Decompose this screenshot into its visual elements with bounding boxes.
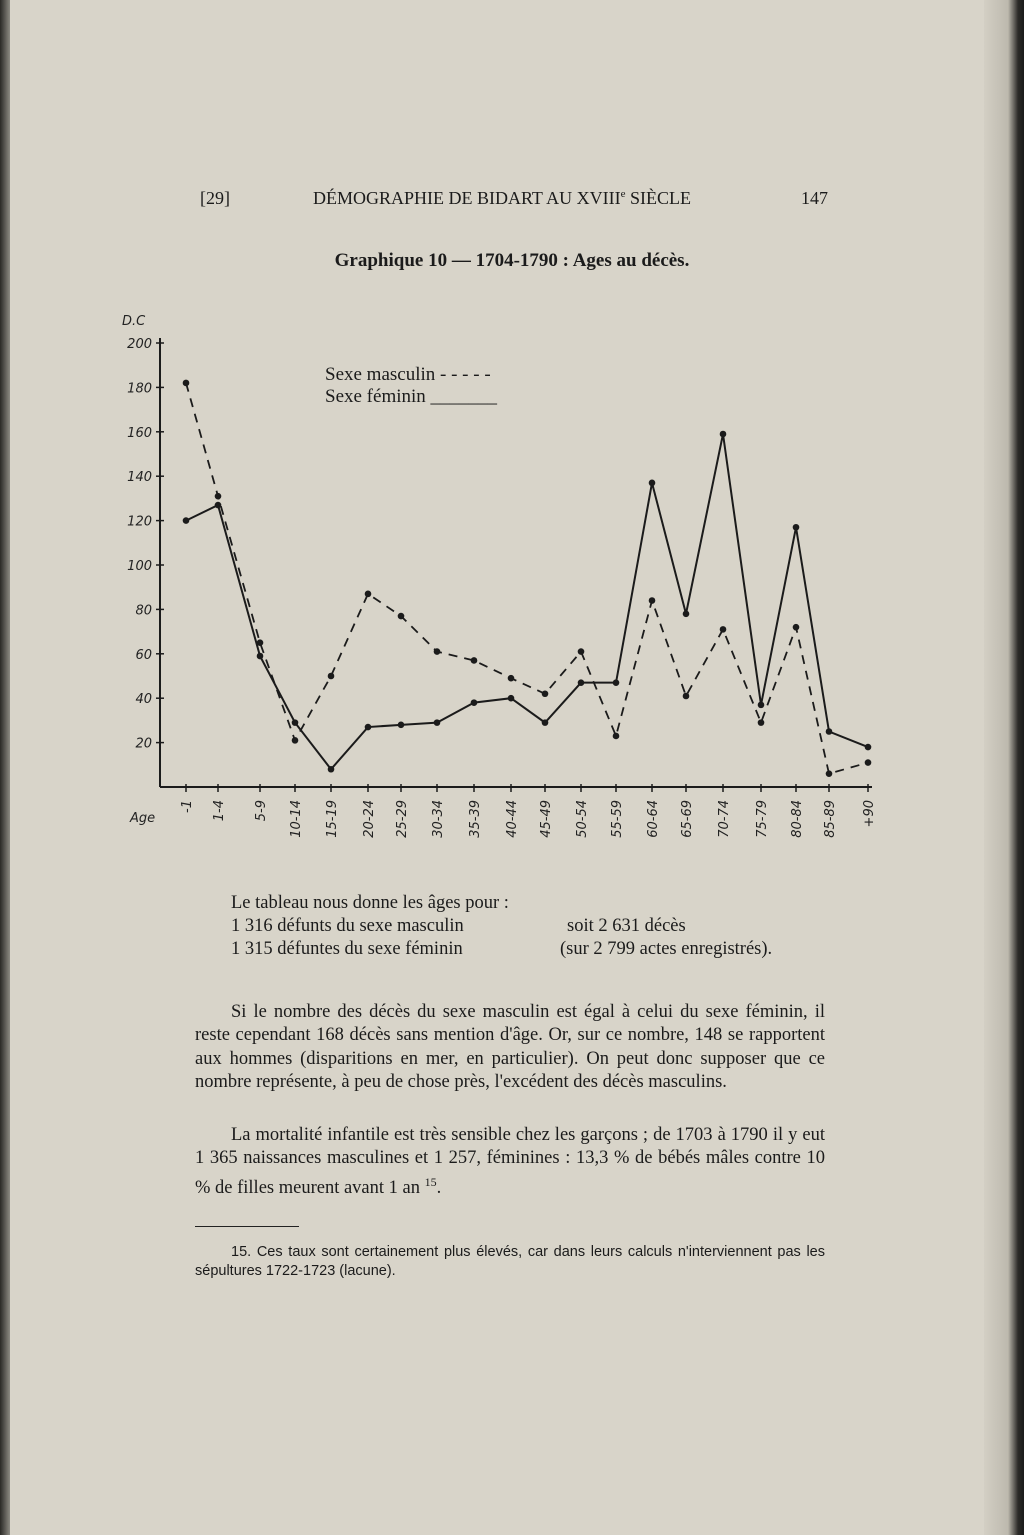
summary-male: 1 316 défunts du sexe masculin (231, 916, 464, 936)
x-tick-label: 35-39 (468, 800, 483, 838)
data-point-female (758, 702, 765, 709)
running-title-text: DÉMOGRAPHIE DE BIDART AU XVIII (313, 188, 621, 208)
data-point-female (865, 744, 872, 751)
x-tick-label: 70-74 (717, 800, 732, 838)
data-point-female (257, 653, 264, 660)
legend-female-marker: _______ (430, 386, 498, 407)
data-point-male (542, 690, 549, 697)
summary-intro: Le tableau nous donne les âges pour : (231, 893, 509, 913)
data-point-female (398, 722, 405, 729)
paragraph-1 (195, 1001, 825, 1094)
data-point-female (826, 728, 833, 735)
data-point-male (398, 613, 405, 620)
x-tick-label: 20-24 (362, 800, 377, 838)
data-point-female (649, 480, 656, 487)
y-tick-label: 40 (135, 692, 152, 708)
data-point-male (215, 493, 222, 500)
x-tick-label: 80-84 (790, 800, 805, 838)
x-tick-label: 10-14 (289, 800, 304, 838)
data-point-female (292, 719, 299, 726)
data-point-male (328, 673, 335, 680)
data-point-male (649, 597, 656, 604)
running-title-sup: e (620, 188, 626, 200)
paragraph-2-text: La mortalité infantile est très sensible chez les garçons ; de 1703 à 1790 il y eut 1 365 naissances masculines et 1 257, féminines : 13,3 % de bébés mâles contre 10 % de filles meurent avant 1 an (195, 1125, 825, 1198)
footnote: 15. Ces taux sont certainement plus élevés, car dans leurs calculs n'interviennent pas les sépultures 1722-1723 (lacune). (195, 1244, 825, 1279)
series-line-female (186, 434, 868, 769)
x-axis-label: Age (130, 811, 156, 826)
legend-female-label: Sexe féminin (325, 386, 426, 407)
y-tick-label: 160 (127, 425, 152, 441)
data-point-female (434, 719, 441, 726)
data-point-female (793, 524, 800, 531)
data-point-male (365, 591, 372, 598)
y-tick-label: 120 (127, 514, 152, 530)
x-tick-label: 65-69 (680, 800, 695, 838)
data-point-female (683, 611, 690, 618)
page-ref: [29] (200, 188, 230, 208)
paragraph-2: La mortalité infantile est très sensible chez les garçons ; de 1703 à 1790 il y eut 1 365 naissances masculines et 1 257, féminines : 13,3 % de bébés mâles contre 10 % de filles meurent avant 1 an $^{15}$. (195, 1125, 825, 1198)
data-point-male (613, 733, 620, 740)
x-tick-label: 85-89 (823, 800, 838, 838)
data-point-male (578, 648, 585, 655)
y-tick-label: 60 (135, 647, 152, 663)
data-point-male (183, 380, 190, 387)
series-line-male (186, 383, 868, 774)
data-point-female (542, 719, 549, 726)
data-point-female (578, 679, 585, 686)
x-tick-label: 40-44 (505, 800, 520, 838)
data-point-male (826, 770, 833, 777)
data-point-female (183, 517, 190, 524)
y-tick-label: 100 (127, 559, 152, 574)
summary-total: soit 2 631 décès (567, 916, 686, 936)
chart-title: Graphique 10 — 1704-1790 : Ages au décès. (334, 250, 690, 271)
y-tick-label: 20 (135, 736, 152, 752)
data-point-female (365, 724, 372, 731)
data-point-male (758, 719, 765, 726)
data-point-female (613, 679, 620, 686)
paragraph-1-text: Si le nombre des décès du sexe masculin est égal à celui du sexe féminin, il reste cependant 168 décès sans mention d'âge. Or, sur ce nombre, 148 se rapportent aux hommes (disparitions en mer, en particulier). On peut donc supposer que ce nombre représente, à peu de chose près, l'excédent des décès masculins. (195, 1002, 825, 1092)
summary-female: 1 315 défuntes du sexe féminin (231, 939, 463, 959)
x-tick-label: 55-59 (610, 800, 625, 838)
data-point-female (508, 695, 515, 702)
data-point-female (471, 699, 478, 706)
x-tick-label: 15-19 (325, 800, 340, 838)
data-point-female (720, 431, 727, 438)
x-tick-label: 25-29 (395, 800, 410, 838)
data-point-female (215, 502, 222, 509)
data-point-male (471, 657, 478, 664)
legend-male-label: Sexe masculin (325, 364, 436, 385)
y-tick-label: 200 (127, 337, 152, 352)
data-point-female (328, 766, 335, 773)
running-title-end: SIÈCLE (625, 188, 691, 208)
data-point-male (720, 626, 727, 633)
footnote-ref[interactable]: 15 (424, 1174, 437, 1189)
data-point-male (292, 737, 299, 744)
x-tick-label: -1 (180, 800, 195, 813)
y-tick-label: 140 (127, 470, 152, 486)
data-point-male (865, 759, 872, 766)
legend-female (325, 386, 497, 408)
x-tick-label: 75-79 (755, 800, 770, 838)
y-tick-label: 80 (135, 603, 152, 619)
page-number: 147 (801, 188, 828, 208)
summary-records: (sur 2 799 actes enregistrés). (560, 939, 773, 959)
x-tick-label: 50-54 (575, 800, 590, 838)
legend-male (325, 364, 491, 386)
data-point-male (683, 693, 690, 700)
y-tick-label: 180 (127, 381, 152, 397)
x-tick-label: 45-49 (539, 800, 554, 838)
x-tick-label: 60-64 (646, 800, 661, 838)
data-point-male (434, 648, 441, 655)
x-tick-label: 30-34 (431, 800, 446, 838)
legend-male-marker: - - - - - (440, 364, 491, 385)
data-point-male (793, 624, 800, 631)
y-axis-label: D.C (122, 314, 146, 329)
x-tick-label: +90 (862, 800, 877, 828)
footnote-rule (195, 1226, 299, 1227)
x-tick-label: 1-4 (212, 800, 227, 822)
data-point-male (508, 675, 515, 682)
x-tick-label: 5-9 (254, 800, 269, 822)
